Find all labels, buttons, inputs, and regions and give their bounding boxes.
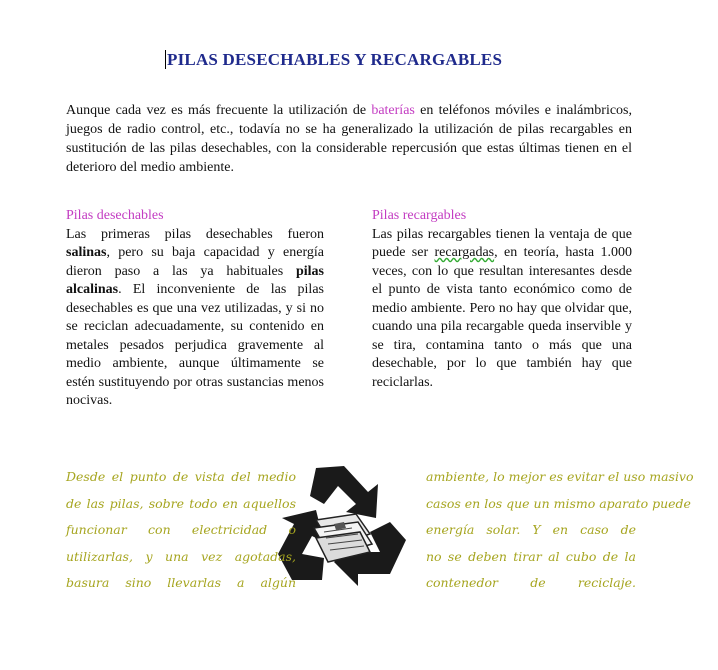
closing-left: utilizarlas, y una vez agotadas, — [66, 548, 296, 564]
closing-line — [66, 517, 636, 544]
closing-right: casos en los que un mismo aparato puede — [426, 495, 691, 511]
column-rechargeable — [372, 207, 632, 392]
closing-right: contenedor de reciclaje. — [426, 575, 636, 590]
closing-line — [66, 464, 694, 491]
intro-text-2: en teléfonos móviles e inalámbricos, juegos de radio control, etc., todavía no se ha generalizado la utilización de pilas recargables en sustitución de las pilas desechables, con la considerable repercusión que estas últimas tienen en el deterioro del medio ambiente. — [66, 103, 632, 175]
closing-right: ambiente, lo mejor es evitar el uso masivo — [426, 469, 694, 484]
text: , pero su baja capacidad y energía dieron paso a las ya habituales — [66, 245, 324, 279]
text: . El inconveniente de las pilas desechables es que una vez utilizadas, y si no se reciclan adecuadamente, su contenido en metales pesados perjudica gravemente al medio ambiente, aunque últimamente se estén sustituyendo por otras sustancias menos nocivas. — [66, 282, 324, 408]
closing-line — [66, 491, 691, 518]
closing-line — [66, 544, 636, 571]
page-title: PILAS DESECHABLES Y RECARGABLES — [167, 50, 503, 69]
text: Las primeras pilas desechables fueron — [66, 226, 324, 242]
spellcheck-word: recargadas — [434, 245, 495, 260]
intro-text-1: Aunque cada vez es más frecuente la utilización de — [66, 103, 372, 118]
heading-rechargeable: Pilas recargables — [372, 208, 467, 223]
closing-right: no se deben tirar al cubo de la — [426, 548, 636, 564]
closing-left: Desde el punto de vista del medio — [66, 469, 296, 484]
text: Las pilas recargables tienen la ventaja de que puede ser — [372, 226, 632, 260]
closing-left: basura sino llevarlas a algún — [66, 575, 296, 590]
text: , en teoría, hasta 1.000 veces, con lo que resultan interesantes desde el punto de vista tanto económico como de medio ambiente. Pero no hay que olvidar que, cuando una pila recargable queda inservible y se tira, contamina tanto o más que una desechable, por lo que también hay que reciclarlas. — [372, 245, 632, 390]
bold-term: salinas — [66, 245, 107, 260]
intro-highlight: baterías — [371, 103, 415, 118]
heading-disposable: Pilas desechables — [66, 208, 164, 223]
column-disposable — [66, 207, 324, 411]
closing-right: energía solar. Y en caso de — [426, 522, 636, 537]
closing-paragraph — [66, 464, 694, 597]
text-cursor — [165, 50, 166, 69]
closing-left: de las pilas, sobre todo en aquellos — [66, 495, 296, 511]
bold-term: pilas alcalinas — [66, 263, 324, 297]
closing-left: funcionar con electricidad o — [66, 522, 296, 537]
intro-paragraph — [66, 101, 632, 177]
closing-line — [66, 570, 636, 597]
